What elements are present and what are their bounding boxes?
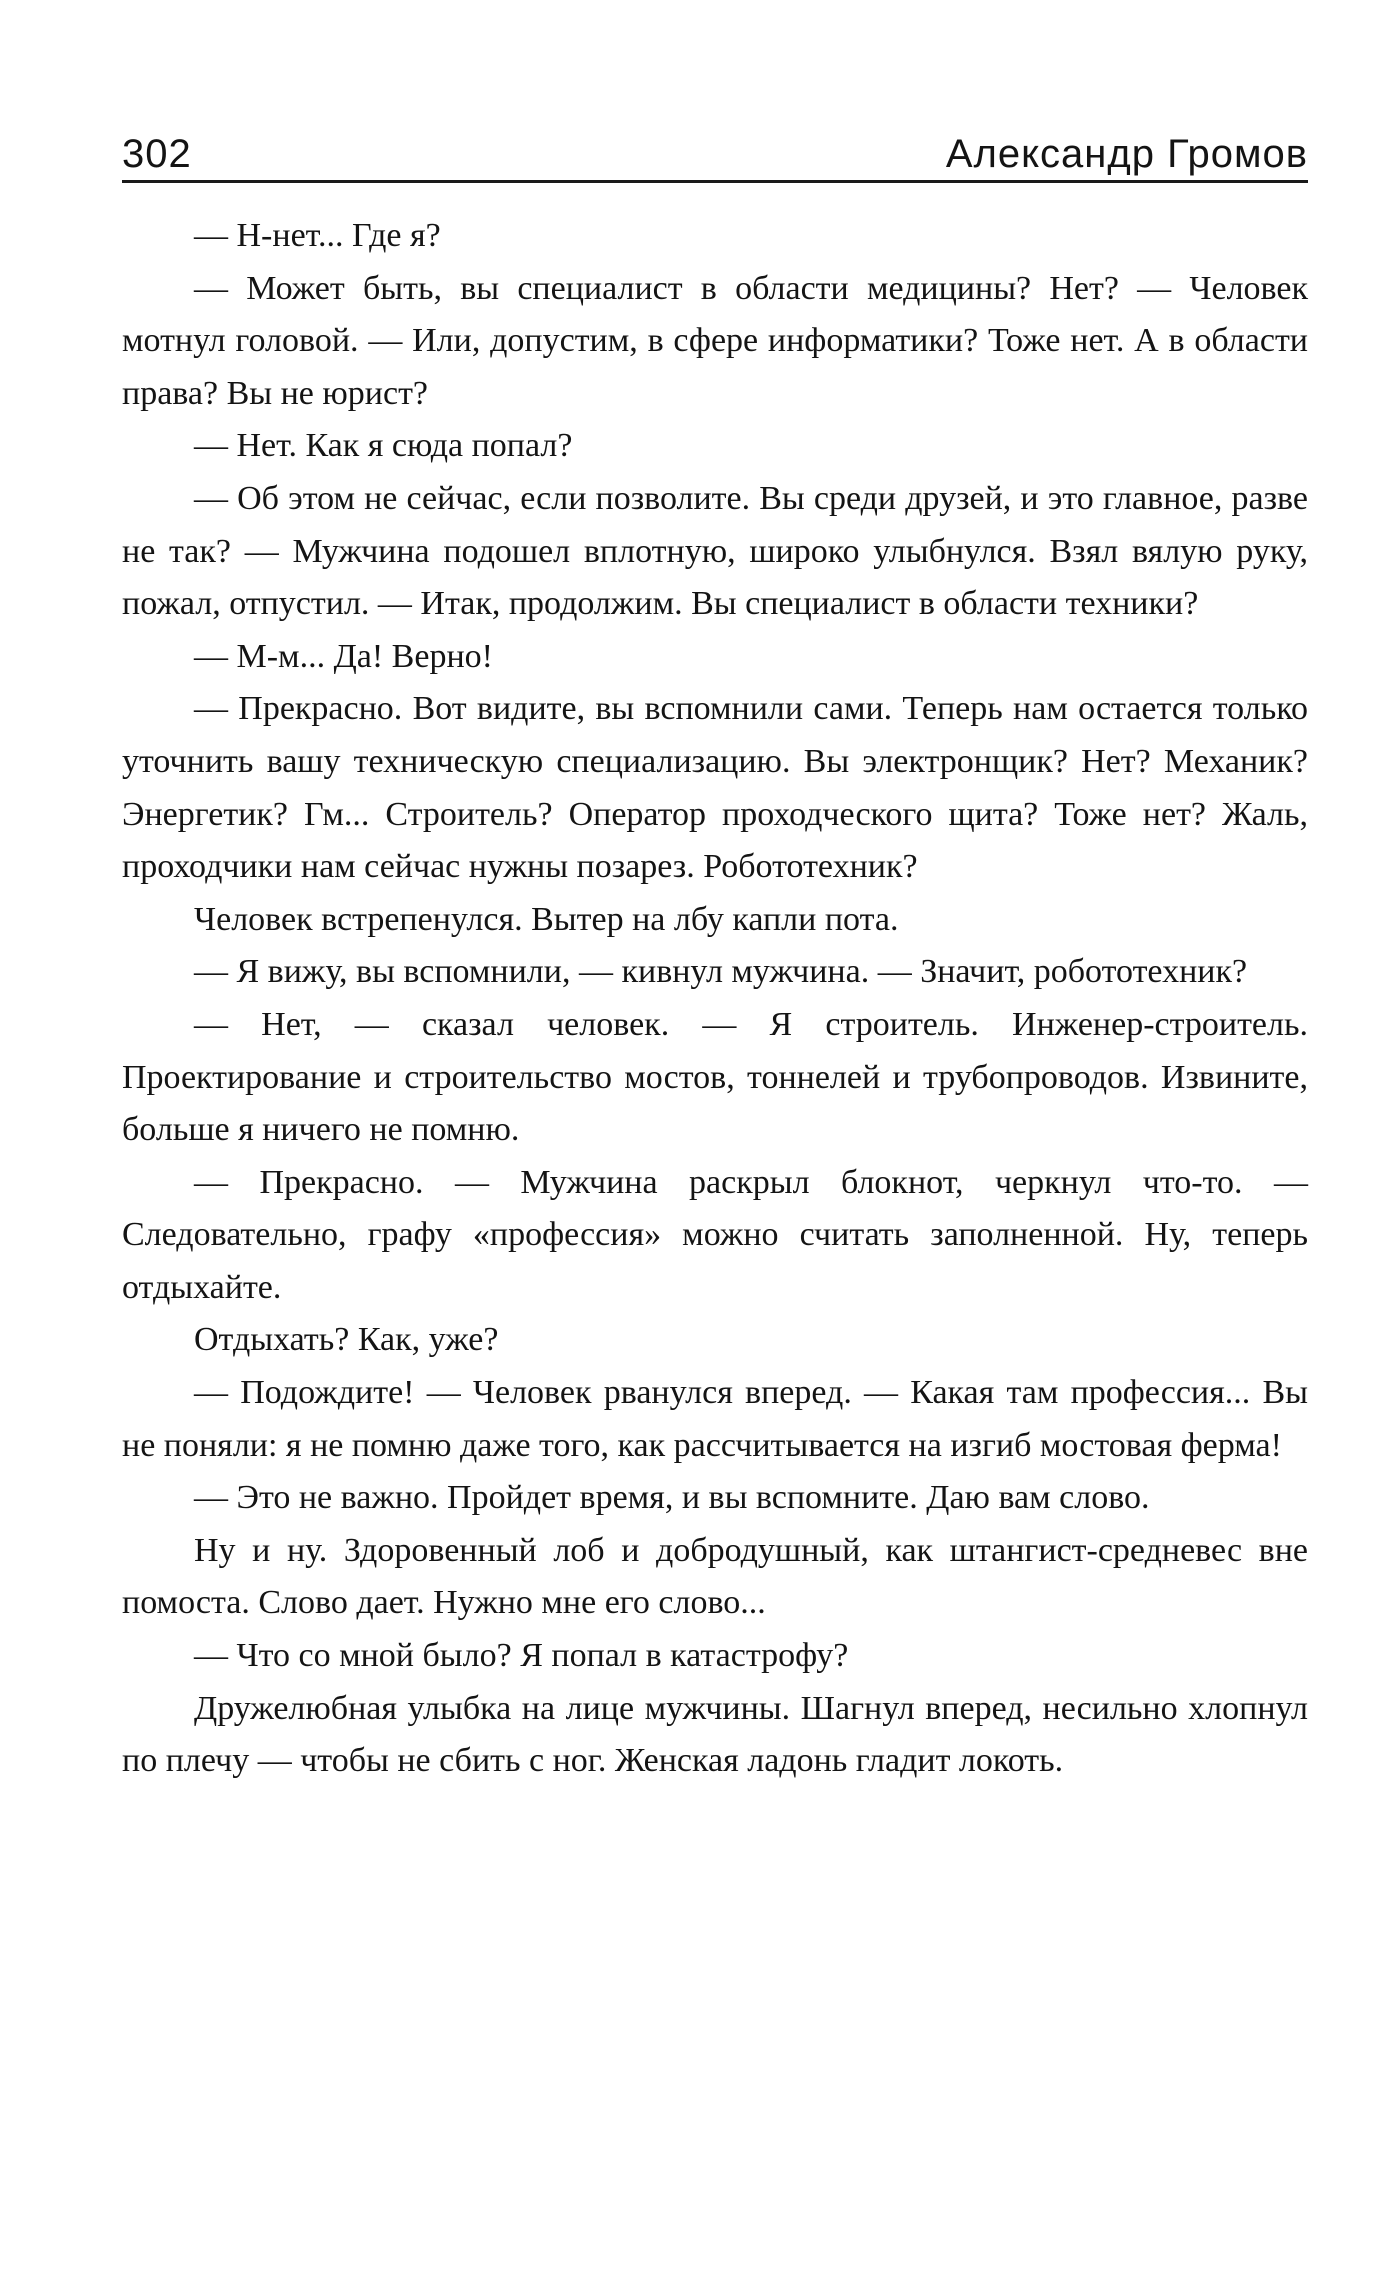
text-body (122, 210, 1308, 1788)
paragraph: — Об этом не сейчас, если позволите. Вы среди друзей, и это главное, разве не так? — Мужчина подошел вплотную, широко улыбнулся. Взял вялую руку, пожал, отпустил. — Итак, продолжим. Вы специалист в области техники? (122, 479, 1308, 623)
paragraph: Дружелюбная улыбка на лице мужчины. Шагнул вперед, несильно хлопнул по плечу — чтобы не сбить с ног. Женская ладонь гладит локоть. (122, 1689, 1308, 1780)
running-header (122, 118, 1308, 183)
paragraph: — Нет, — сказал человек. — Я строитель. Инженер-строитель. Проектирование и строительство мостов, тоннелей и трубопроводов. Извините, больше я ничего не помню. (122, 1005, 1308, 1149)
paragraph: Ну и ну. Здоровенный лоб и добродушный, как штангист-средневес вне помоста. Слово дает. Нужно мне его слово... (122, 1531, 1308, 1622)
running-author: Александр Громов (945, 132, 1308, 176)
paragraph: — Что со мной было? Я попал в катастрофу? (194, 1637, 849, 1675)
paragraph: — Я вижу, вы вспомнили, — кивнул мужчина. — Значит, робототехник? (194, 953, 1248, 991)
paragraph: — Подождите! — Человек рванулся вперед. — Какая там профессия... Вы не поняли: я не помню даже того, как рассчитывается на изгиб мостовая ферма! (122, 1374, 1308, 1464)
paragraph: — Н-нет... Где я? (194, 217, 441, 254)
paragraph: — Прекрасно. — Мужчина раскрыл блокнот, черкнул что-то. — Следовательно, графу «профессия» можно считать заполненной. Ну, теперь отдыхайте. (122, 1163, 1308, 1306)
paragraph: Человек встрепенулся. Вытер на лбу капли пота. (194, 900, 899, 938)
paragraph: — Может быть, вы специалист в области медицины? Нет? — Человек мотнул головой. — Или, допустим, в сфере информатики? Тоже нет. А в области права? Вы не юрист? (122, 269, 1308, 412)
paragraph: — Нет. Как я сюда попал? (194, 427, 573, 465)
page-number: 302 (122, 132, 192, 176)
paragraph: — М-м... Да! Верно! (194, 637, 493, 675)
paragraph: — Прекрасно. Вот видите, вы вспомнили сами. Теперь нам остается только уточнить вашу техническую специализацию. Вы электронщик? Нет? Механик? Энергетик? Гм... Строитель? Оператор проходческого щита? Тоже нет? Жаль, проходчики нам сейчас нужны позарез. Робототехник? (122, 690, 1308, 886)
paragraph: Отдыхать? Как, уже? (194, 1321, 499, 1359)
paragraph: — Это не важно. Пройдет время, и вы вспомните. Даю вам слово. (194, 1479, 1150, 1517)
